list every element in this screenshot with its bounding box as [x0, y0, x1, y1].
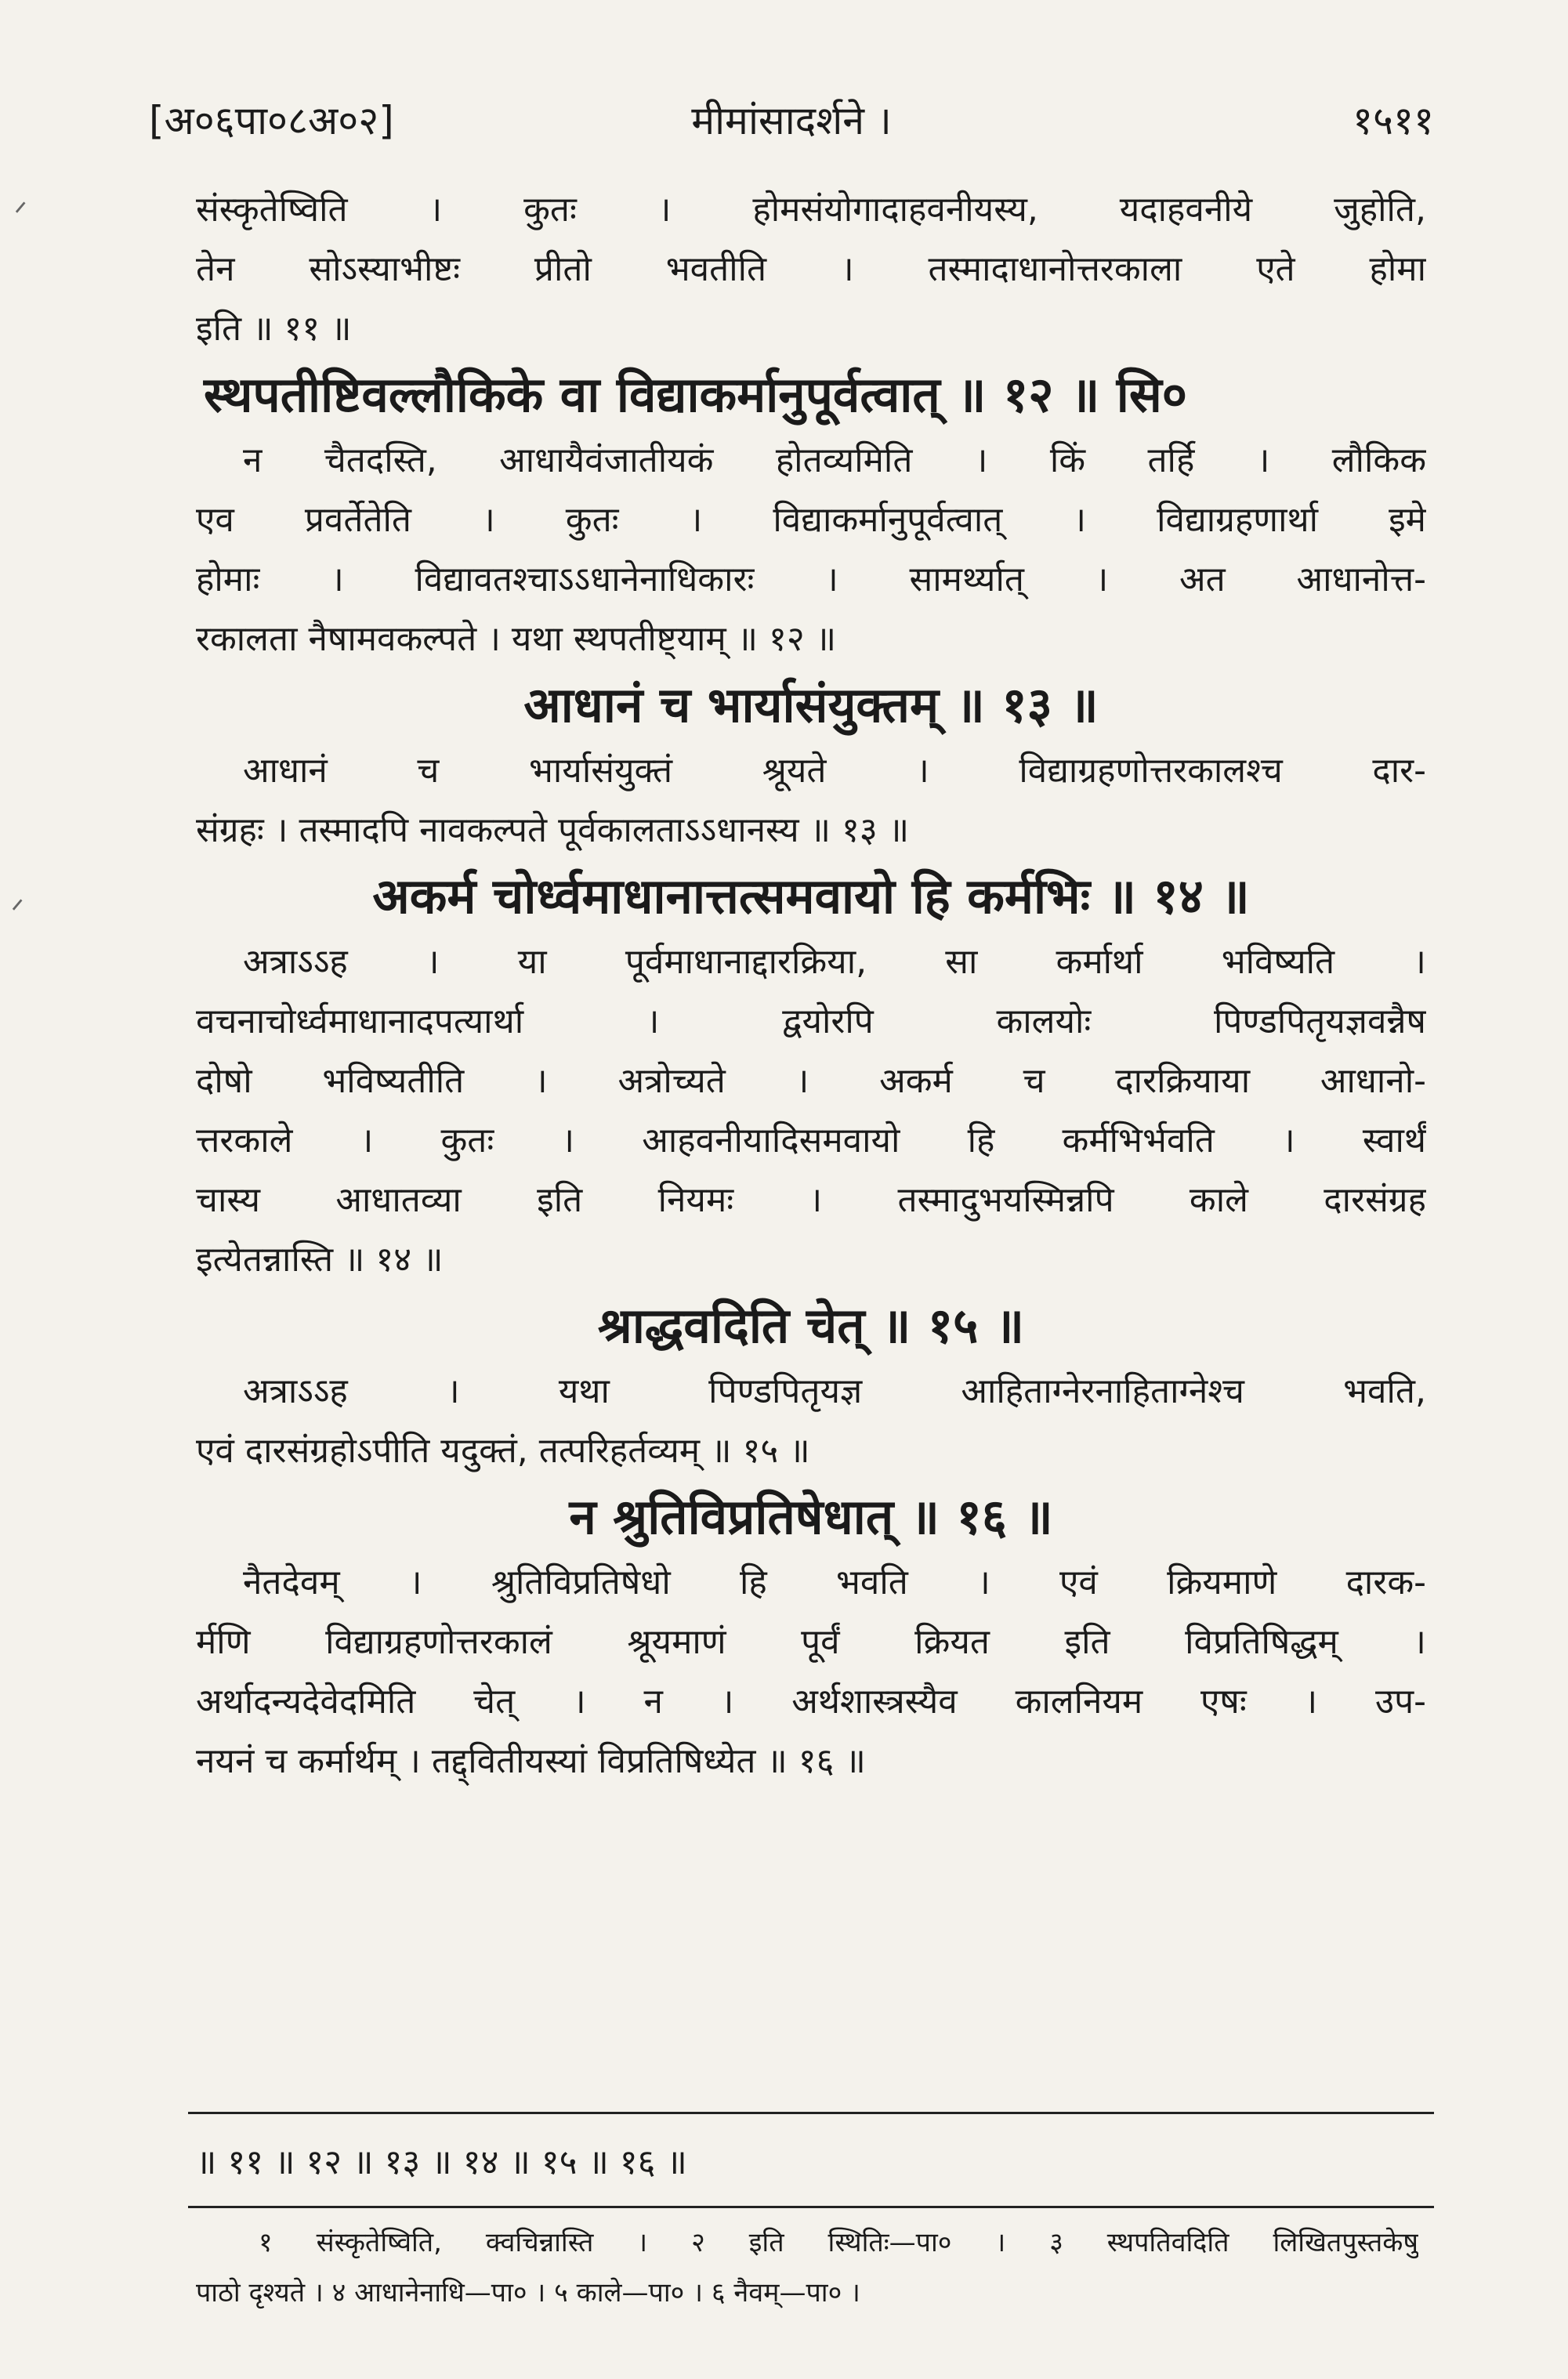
commentary-line: अर्थादन्यदेवेदमिति चेत् । न । अर्थशास्त्रस्यैव कालनियम एषः । उप-	[196, 1682, 1426, 1722]
divider-rule	[188, 2206, 1434, 2208]
book-title: मीमांसादर्शने ।	[691, 98, 892, 143]
sutra-heading: न श्रुतिविप्रतिषेधात् ॥ १६ ॥	[569, 1488, 1053, 1545]
footnote-line: पाठो दृश्यते । ४ आधानेनाधि—पा० । ५ काले—पा० । ६ नैवम्—पा० ।	[196, 2277, 860, 2308]
commentary-line: वचनाचोर्ध्वमाधानादपत्यार्था । द्वयोरपि कालयोः पिण्डपितृयज्ञवन्नैष	[196, 1001, 1426, 1041]
sutra-heading: श्राद्धवदिति चेत् ॥ १५ ॥	[597, 1297, 1025, 1354]
commentary-line: एव प्रवर्तेतेति । कुतः । विद्याकर्मानुपूर्वत्वात् । विद्याग्रहणार्था इमे	[196, 500, 1426, 540]
sutra-heading: अकर्म चोर्ध्वमाधानात्तत्समवायो हि कर्मभिः ॥ १४ ॥	[372, 867, 1250, 925]
commentary-line: संग्रहः । तस्मादपि नावकल्पते पूर्वकालताऽऽधानस्य ॥ १३ ॥	[196, 810, 910, 850]
sutra-concordance: ॥ ११ ॥ १२ ॥ १३ ॥ १४ ॥ १५ ॥ १६ ॥	[196, 2142, 687, 2182]
commentary-line: नयनं च कर्मार्थम् । तद्द्वितीयस्यां विप्रतिषिध्येत ॥ १६ ॥	[196, 1741, 866, 1781]
commentary-line: र्मणि विद्याग्रहणोत्तरकालं श्रूयमाणं पूर्वं क्रियत इति विप्रतिषिद्धम् ।	[196, 1622, 1426, 1662]
commentary-line: नैतदेवम् । श्रुतिविप्रतिषेधो हि भवति । एवं क्रियमाणे दारक-	[243, 1562, 1426, 1602]
commentary-line: इति ॥ ११ ॥	[196, 309, 352, 349]
footnote-line: १ संस्कृतेष्विति, क्वचिन्नास्ति । २ इति स्थितिः—पा० । ३ स्थपतिवदिति लिखितपुस्तकेषु	[259, 2227, 1418, 2258]
commentary-line: एवं दारसंग्रहोऽपीति यदुक्तं, तत्परिहर्तव्यम् ॥ १५ ॥	[196, 1431, 810, 1471]
commentary-line: न चैतदस्ति, आधायैवंजातीयकं होतव्यमिति । किं तर्हि । लौकिक	[243, 440, 1426, 480]
chapter-reference: [अ०६पा०८अ०२]	[149, 98, 394, 143]
main-text	[196, 180, 1426, 1791]
commentary-line: इत्येतन्नास्ति ॥ १४ ॥	[196, 1240, 444, 1280]
commentary-line: अत्राऽऽह । या पूर्वमाधानाद्दारक्रिया, सा कर्मार्था भविष्यति ।	[243, 942, 1426, 982]
commentary-line: तेन सोऽस्याभीष्टः प्रीतो भवतीति । तस्मादाधानोत्तरकाला एते होमा	[196, 249, 1426, 289]
margin-mark: ᐟ	[14, 196, 27, 232]
page-number: १५११	[1353, 98, 1434, 143]
commentary-line: होमाः । विद्यावतश्चाऽऽधानेनाधिकारः । सामर्थ्यात् । अत आधानोत्त-	[196, 559, 1426, 599]
sutra-heading: आधानं च भार्यासंयुक्तम् ॥ १३ ॥	[523, 676, 1099, 733]
commentary-line: चास्य आधातव्या इति नियमः । तस्मादुभयस्मिन्नपि काले दारसंग्रह	[196, 1180, 1426, 1220]
commentary-line: रकालता नैषामवकल्पते । यथा स्थपतीष्ट्याम् ॥ १२ ॥	[196, 619, 837, 659]
commentary-line: दोषो भविष्यतीति । अत्रोच्यते । अकर्म च दारक्रियाया आधानो-	[196, 1061, 1426, 1101]
divider-rule	[188, 2112, 1434, 2114]
footnotes	[196, 2218, 1418, 2318]
commentary-line: त्तरकाले । कुतः । आहवनीयादिसमवायो हि कर्मभिर्भवति । स्वार्थं	[196, 1121, 1426, 1161]
running-header	[149, 92, 1434, 155]
commentary-line: संस्कृतेष्विति । कुतः । होमसंयोगादाहवनीयस्य, यदाहवनीये जुहोति,	[196, 190, 1426, 230]
commentary-line: अत्राऽऽह । यथा पिण्डपितृयज्ञ आहिताग्नेरनाहिताग्नेश्च भवति,	[243, 1371, 1426, 1411]
sutra-heading: स्थपतीष्टिवल्लौकिके वा विद्याकर्मानुपूर्वत्वात् ॥ १२ ॥ सि०	[204, 366, 1187, 423]
commentary-line: आधानं च भार्यासंयुक्तं श्रूयते । विद्याग्रहणोत्तरकालश्च दार-	[243, 751, 1426, 791]
margin-mark: ᐟ	[11, 893, 24, 929]
